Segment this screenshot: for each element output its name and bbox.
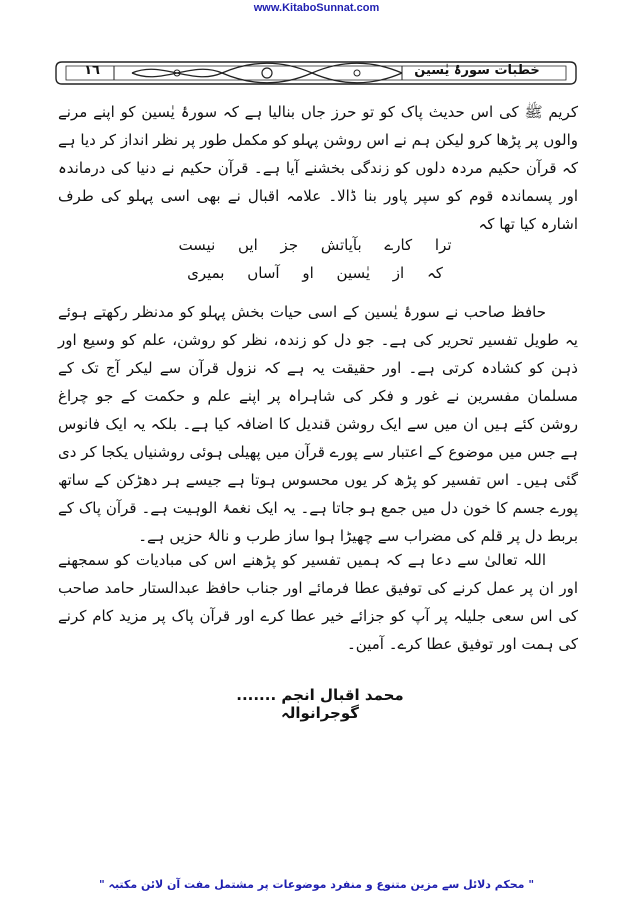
page-header bbox=[52, 58, 580, 88]
couplet-line-2: کہ از یٰسین او آساں بمیری bbox=[187, 264, 443, 282]
paragraph-3-text: اللہ تعالیٰ سے دعا ہے کہ ہمیں تفسیر کو پڑھنے اس کی مبادیات کو سمجھنے اور ان پر عمل کرنے کی توفیق عطا فرمائے اور جناب حافظ عبدالستار حامد صاحب کی اس سعی جلیلہ پر آپ کو جزائے خیر عطا کرے اور قرآن پاک پر مزید کام کرنے کی ہمت اور توفیق عطا کرے۔ آمین۔ bbox=[58, 551, 578, 653]
paragraph-3 bbox=[58, 546, 578, 658]
couplet-line-1: ترا کارے بآیاتش جز ایں نیست bbox=[178, 236, 452, 254]
footer-tagline: " محکم دلائل سے مزین متنوع و منفرد موضوعات پر مشتمل مفت آن لائن مکتبہ " bbox=[98, 878, 535, 891]
book-title: خطبات سورۂ یٰسین bbox=[414, 63, 540, 78]
paragraph-1 bbox=[58, 98, 578, 238]
author-signature: محمد اقبال انجم ....... گوجرانوالہ bbox=[236, 686, 404, 722]
paragraph-2 bbox=[58, 298, 578, 550]
page-number: ١٦ bbox=[84, 63, 100, 78]
site-url[interactable]: www.KitaboSunnat.com bbox=[253, 2, 380, 14]
paragraph-1-text: کریم ﷺ کی اس حدیث پاک کو تو حرز جاں بنالیا ہے کہ سورۂ یٰسین کو اپنے مرنے والوں پر پڑھا کرو لیکن ہم نے اس روشن پہلو کو مکمل طور پر نظر انداز کر دیا ہے کہ قرآن حکیم مردہ دلوں کو زندگی بخشنے آیا ہے۔ قرآن حکیم نے دنیا کی درماندہ اور پسماندہ قوم کو سپر پاور بنا ڈالا۔ علامہ اقبال نے بھی اسی پہلو کی طرف اشارہ کیا تھا کہ bbox=[58, 103, 578, 233]
paragraph-2-text: حافظ صاحب نے سورۂ یٰسین کے اسی حیات بخش پہلو کو مدنظر رکھتے ہوئے یہ طویل تفسیر تحریر کی ہے۔ جو دل کو زندہ، نظر کو روشن، علم کو وسیع اور ذہن کو کشادہ کرتی ہے۔ اور حقیقت یہ ہے کہ نزول قرآن سے لیکر آج تک کے مسلمان مفسرین نے غور و فکر کی شاہراہ پر اپنے علم و حکمت کے جو چراغ روشن کئے ہیں ان میں سے ایک روشن قندیل کا اضافہ کیا ہے۔ بلکہ یہ ایک فانوس ہے جس میں موضوع کے اعتبار سے پورے قرآن میں پھیلی ہوئی روشنیاں یکجا کر دی گئی ہیں۔ اس تفسیر کو پڑھ کر یوں محسوس ہوتا ہے جیسے ہر دھڑکن کے ساتھ پورے جسم کا خون دل میں جمع ہو جاتا ہے۔ یہ ایک نغمۂ الوہیت ہے۔ قرآن پاک کے بربط دل پر قلم کی مضراب سے چھیڑا ہوا ساز طرب و نالۂ حزیں ہے۔ bbox=[58, 303, 578, 545]
